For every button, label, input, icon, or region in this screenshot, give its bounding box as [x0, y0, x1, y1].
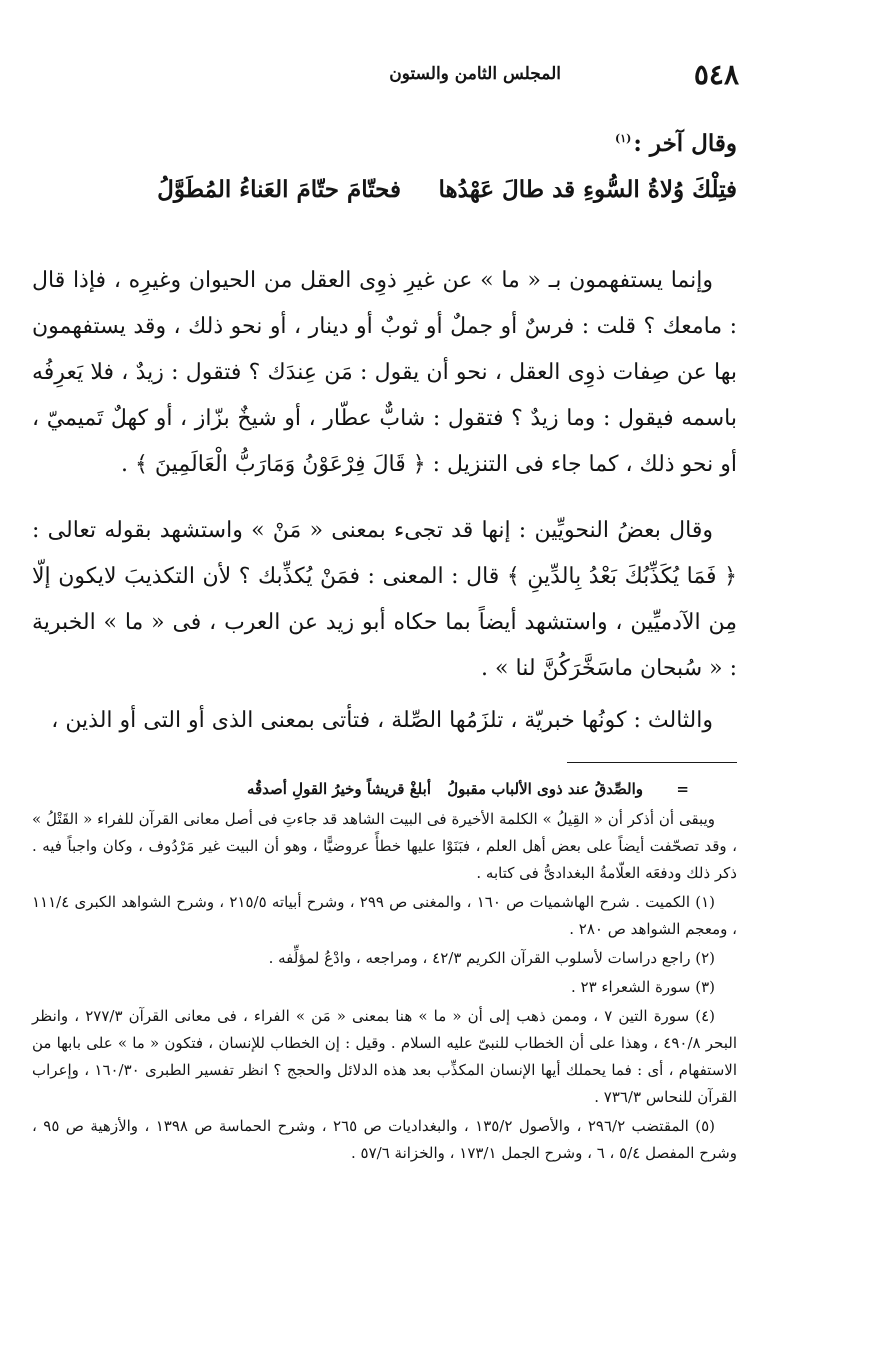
footnote-item-3: (٣) سورة الشعراء ٢٣ .	[570, 978, 715, 996]
body-paragraph-2: وقال بعضُ النحويِّين : إنها قد تجىء بمعنى « مَنْ » واستشهد بقوله تعالى : ﴿ فَمَا يُكَذِّبُكَ بَعْدُ بِالدِّينِ ﴾ قال : المعنى : فمَنْ يُكذِّبك ؟ لأن التكذيبَ لايكون إلّا مِن الآدميِّين ، واستشهد أيضاً بما حكاه أبو زيد عن العرب ، فى « ما » الخبرية : « سُبحان ماسَخَّرَكُنَّ لنا » .	[32, 518, 737, 681]
intro-text: وقال آخر :	[633, 130, 737, 157]
body-paragraph-3: والثالث : كونُها خبريّة ، تلزَمُها الصِّلة ، فتأتى بمعنى الذى أو التى أو الذين ،	[51, 708, 713, 733]
footnote-item-4: (٤) سورة التين ٧ ، وممن ذهب إلى أن « ما » هنا بمعنى « مَن » الفراء ، فى معانى القرآن ٢٧٧/٣ ، وانظر البحر ٤٩٠/٨ ، وهذا على أن الخطاب للنبىّ عليه السلام . وقيل : إن الخطاب للإنسان ، فتكون « ما » على بابها من الاستفهام ، أى : فما يحملك أيها الإنسان المكذِّب بعد هذه الدلائل والحجج ؟ انظر تفسير الطبرى ١٦٠/٣٠ ، وإعراب القرآن للنحاس ٧٣٦/٣ .	[32, 1007, 737, 1106]
footnote-item-5: (٥) المقتضب ٢٩٦/٢ ، والأصول ١٣٥/٢ ، والبغداديات ص ٢٦٥ ، وشرح الحماسة ص ١٣٩٨ ، والأزهية ص ٩٥ ، وشرح المفصل ٥/٤ ، ٦ ، وشرح الجمل ١٧٣/١ ، والخزانة ٥٧/٦ .	[32, 1117, 737, 1162]
footnotes	[32, 776, 737, 1169]
verse-first-hemistich: فتِلْكَ وُلاةُ السُّوءِ قد طالَ عَهْدُها	[438, 176, 737, 203]
footnote-separator	[567, 762, 737, 763]
running-title: المجلس الثامن والستون	[389, 64, 561, 84]
footnote-continued-text: ويبقى أن أذكر أن « القِيلُ » الكلمة الأخيرة فى البيت الشاهد قد جاءتِ فى أصل معانى القرآن للفراء « القَتْلُ » ، وقد تصحّفت أيضاً على بعض أهل العلم ، فبَنَوْا عليها خطأً عروضيًّا ، وهو أن البيت غير مَرْدُوف ، وكان واجباً فيه . ذكر ذلك ودفعَه العلّامةُ البغدادىُّ فى كتابه .	[32, 810, 737, 882]
body-paragraph-1: وإنما يستفهمون بـ « ما » عن غيرِ ذوِى العقل من الحيوان وغيرِه ، فإذا قال : مامعك ؟ قلت : فرسٌ أو جملٌ أو ثوبٌ أو دينار ، أو نحو ذلك ، وقد يستفهمون بها عن صِفات ذوِى العقل ، نحو أن يقول : مَن عِندَك ؟ فتقول : زيدٌ ، فلا يَعرِفُه باسمه فيقول : وما زيدٌ ؟ فتقول : شابٌّ عطّار ، أو شيخٌ بزّاز ، أو كهلٌ تَميميّ ، أو نحو ذلك ، كما جاء فى التنزيل : ﴿ قَالَ فِرْعَوْنُ وَمَارَبُّ الْعَالَمِينَ ﴾ .	[32, 268, 737, 477]
footnote-item-2: (٢) راجع دراسات لأسلوب القرآن الكريم ٤٢/٣ ، ومراجعه ، وادْعُ لمؤلِّفه .	[268, 949, 715, 967]
page-header	[0, 58, 879, 94]
footnote-continued-verse	[32, 776, 737, 806]
poetry-verse	[0, 176, 879, 216]
page-number: ٥٤٨	[693, 58, 739, 91]
verse-introduction	[613, 130, 737, 157]
footnote-marker: (١)	[615, 132, 632, 146]
footnote-item-1: (١) الكميت . شرح الهاشميات ص ١٦٠ ، والمغنى ص ٢٩٩ ، وشرح أبياته ٢١٥/٥ ، وشرح الشواهد الكبرى ١١١/٤ ، ومعجم الشواهد ص ٢٨٠ .	[32, 893, 737, 938]
footnote-verse-second-hemistich: والصِّدقُ عند ذوى الألباب مقبولُ	[447, 780, 643, 798]
footnote-verse-first-hemistich: أبلغْ قريشاً وخيرُ القولِ أصدقُه	[246, 780, 431, 798]
verse-second-hemistich: فحتّامَ حتّامَ العَناءُ المُطَوَّلُ	[157, 176, 401, 203]
continuation-mark: =	[676, 780, 689, 798]
